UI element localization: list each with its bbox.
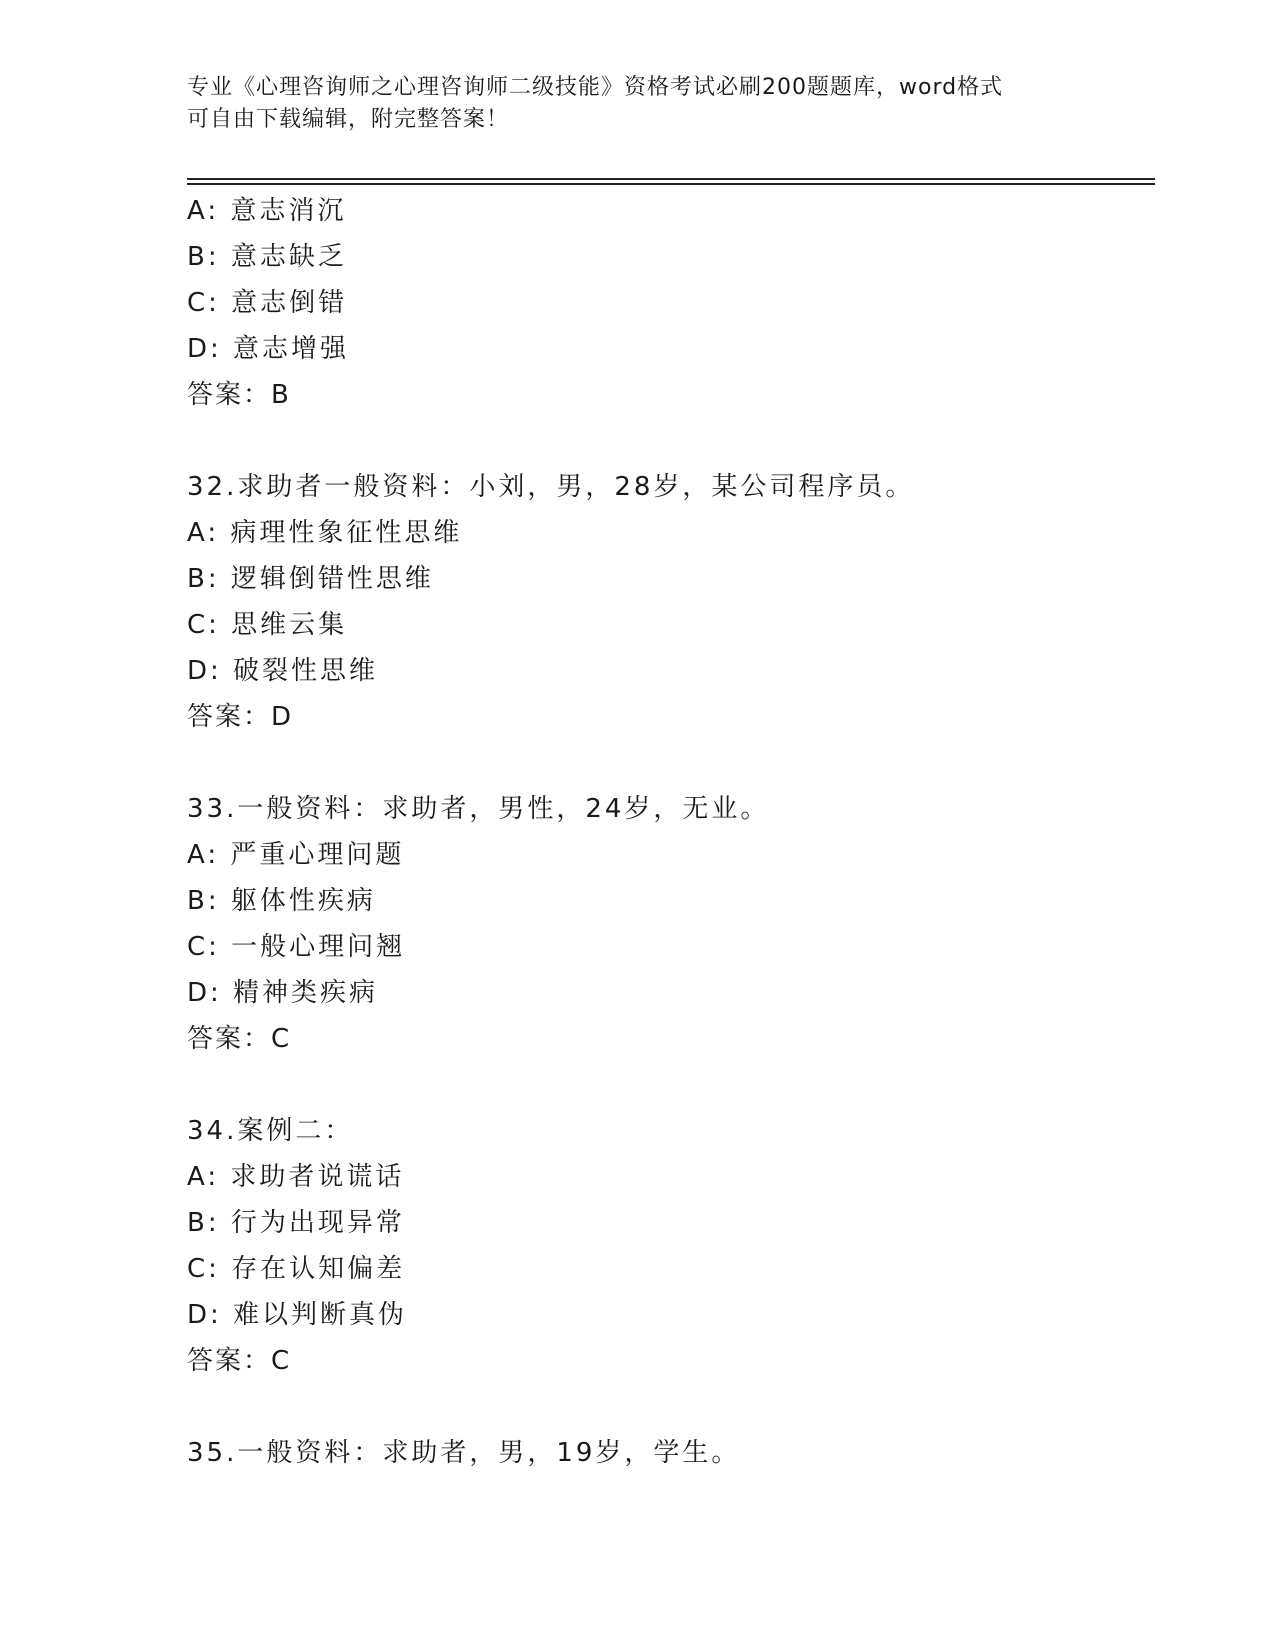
- option-a: A: 严重心理问题: [187, 840, 405, 870]
- spacer: [187, 1384, 1147, 1430]
- option-c: C: 存在认知偏差: [187, 1254, 406, 1284]
- option-d: D: 精神类疾病: [187, 978, 379, 1008]
- question-stem: 34.案例二：: [187, 1116, 354, 1146]
- document-header: [187, 72, 1087, 136]
- header-title-line-2: 可自由下载编辑，附完整答案！: [187, 107, 510, 132]
- header-title-line-1: 专业《心理咨询师之心理咨询师二级技能》资格考试必刷200题题库，word格式: [187, 75, 1004, 100]
- question-stem: 35.一般资料：求助者，男，19岁，学生。: [187, 1438, 741, 1468]
- option-a: A: 病理性象征性思维: [187, 518, 463, 548]
- question-stem: 33.一般资料：求助者，男性，24岁，无业。: [187, 794, 770, 824]
- option-b: B: 逻辑倒错性思维: [187, 564, 434, 594]
- option-a: A: 意志消沉: [187, 196, 347, 226]
- spacer: [187, 1062, 1147, 1108]
- option-b: B: 意志缺乏: [187, 242, 347, 272]
- answer-line: 答案：B: [187, 380, 291, 410]
- option-c: C: 一般心理问翘: [187, 932, 406, 962]
- header-divider-bottom: [187, 183, 1155, 185]
- option-d: D: 破裂性思维: [187, 656, 379, 686]
- option-c: C: 思维云集: [187, 610, 348, 640]
- option-d: D: 意志增强: [187, 334, 350, 364]
- question-list: [187, 188, 1147, 1476]
- option-a: A: 求助者说谎话: [187, 1162, 405, 1192]
- spacer: [187, 740, 1147, 786]
- option-b: B: 躯体性疾病: [187, 886, 376, 916]
- answer-line: 答案：C: [187, 1346, 292, 1376]
- answer-line: 答案：D: [187, 702, 294, 732]
- header-divider-top: [187, 178, 1155, 180]
- answer-line: 答案：C: [187, 1024, 292, 1054]
- option-c: C: 意志倒错: [187, 288, 348, 318]
- spacer: [187, 418, 1147, 464]
- question-stem: 32.求助者一般资料：小刘，男，28岁，某公司程序员。: [187, 472, 915, 502]
- option-d: D: 难以判断真伪: [187, 1300, 408, 1330]
- option-b: B: 行为出现异常: [187, 1208, 405, 1238]
